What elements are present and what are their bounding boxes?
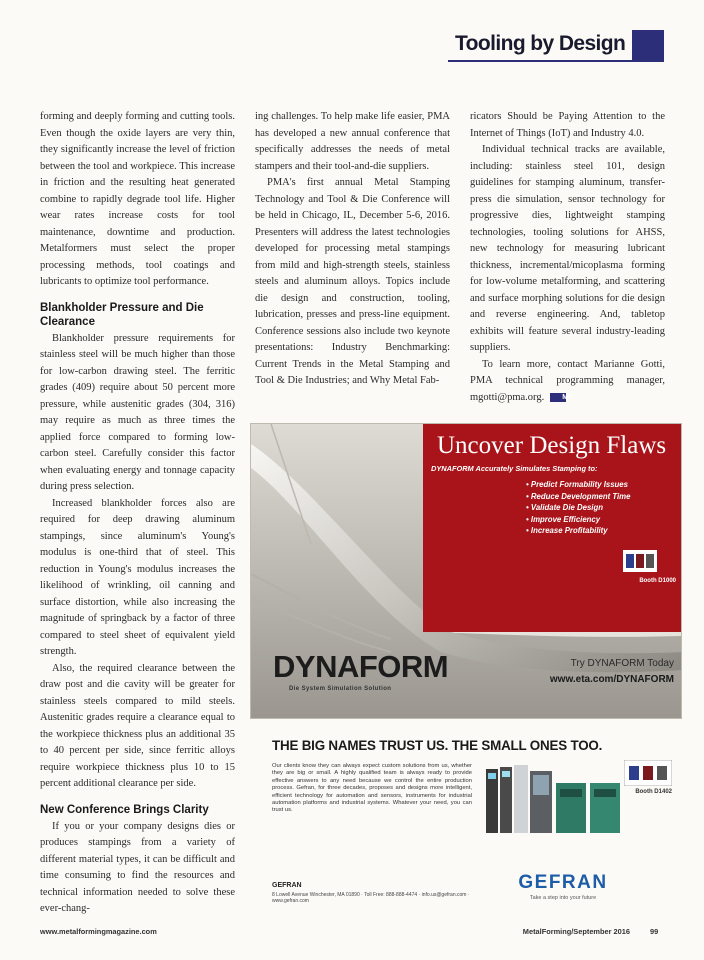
paragraph: ricators Should be Paying Attention to the Internet of Things (IoT) and Industry 4.0. bbox=[470, 111, 665, 139]
dynaform-advertisement[interactable] bbox=[250, 423, 682, 719]
page-number: 99 bbox=[650, 927, 659, 936]
gefran-ad-headline: THE BIG NAMES TRUST US. THE SMALL ONES TOO. bbox=[272, 738, 603, 753]
ad-benefit-item: • Improve Efficiency bbox=[526, 514, 630, 526]
gefran-product-image bbox=[486, 765, 632, 837]
section-title: Tooling by Design bbox=[455, 32, 626, 55]
gefran-booth-number: Booth D1402 bbox=[635, 789, 672, 795]
subheading: New Conference Brings Clarity bbox=[40, 803, 209, 816]
paragraph: Individual technical tracks are available, including: stainless steel 101, design guidelines for stamping aluminum, transfer-press die simulation, sensor technology for progressive dies, lightweight stamping technologies, tooling solutions for AHSS, new technology for measuring lubricant thickness, incremental/micoplasma forming for low-volume metalforming, and scattering and surface morphing solutions for die design and reverse engineering. And, tabletop exhibits will feature several industry-leading suppliers. bbox=[470, 144, 665, 353]
footer-website[interactable]: www.metalformingmagazine.com bbox=[40, 927, 157, 936]
ad-subheadline: DYNAFORM Accurately Simulates Stamping to: bbox=[431, 464, 598, 473]
paragraph bbox=[470, 357, 665, 407]
footer-magazine-issue: MetalForming/September 2016 bbox=[522, 927, 630, 936]
ad-benefit-list bbox=[526, 479, 630, 537]
paragraph: forming and deeply forming and cutting tools. Even though the oxide layers are very thin, they significantly increase the level of friction between the tool and workpiece. This increase in friction and the resulting heat generated combine to rapidly degrade tool life. Higher wear rates increase costs for tool maintenance, downtime and production. Metalformers must select the proper processing methods, tool coatings and lubricants to optimize tool performance. bbox=[40, 111, 235, 287]
article-column-2 bbox=[255, 109, 450, 390]
paragraph: Increased blankholder forces also are required for deep drawing aluminum stampings, since aluminum's Young's modulus is one-third that of steel. This reduction in Young's modulus increases the likelihood of wrinkling, oil canning and surface distortion, while also increasing the magnitude of springback by a factor of three compared to steel sheet of equivalent yield strength. bbox=[40, 497, 235, 657]
gefran-ad-body: Our clients know they can always expect custom solutions from us, whether they are big or small. A highly qualified team is always ready to provide effective answers to any need because we control the entire production process. Gefran, for three decades, proposes and designs more intelligent, efficient technology for automation and sensors, instruments for industrial automation platforms and industrial systems. Whatever your need, you can trust us. bbox=[272, 763, 472, 814]
article-column-3 bbox=[470, 109, 665, 406]
ad-call-to-action: Try DYNAFORM Today bbox=[570, 658, 674, 669]
ad-booth-number: Booth D1000 bbox=[639, 578, 676, 584]
ad-benefit-item: • Increase Profitability bbox=[526, 525, 630, 537]
subheading: Blankholder Pressure and Die Clearance bbox=[40, 301, 204, 328]
end-mark: MF bbox=[550, 393, 566, 402]
article-column-1 bbox=[40, 109, 235, 918]
paragraph: If you or your company designs dies or produces stampings from a variety of different material types, it can be difficult and time consuming to find the resources and technical information needed to solve these ever-chang- bbox=[40, 820, 235, 914]
gefran-ad-brand: GEFRAN bbox=[272, 882, 302, 889]
gefran-tagline: Take a step into your future bbox=[529, 895, 597, 901]
dynaform-logo-tagline: Die System Simulation Solution bbox=[289, 686, 392, 692]
header-rule bbox=[448, 60, 664, 62]
paragraph-text: To learn more, contact Marianne Gotti, PMA technical programming manager, mgotti@pma.org. bbox=[470, 358, 665, 403]
ad-headline: Uncover Design Flaws bbox=[437, 432, 667, 459]
paragraph: ing challenges. To help make life easier, PMA has developed a new annual conference that specifically addresses the needs of metal stampers and their tool-and-die suppliers. bbox=[255, 111, 450, 172]
paragraph: Also, the required clearance between the draw post and die cavity will be greater for stainless steels compared to mild steels. Austenitic grades require a clearance equal to the workpiece thickness plus an additional 35 to 40 percent per side, since ferritic alloys require workpiece thickness plus 10 to 15 percent additional clearance per side. bbox=[40, 662, 235, 789]
paragraph: Blankholder pressure requirements for stainless steel will be much higher than those for low-carbon drawing steel. The ferritic grades (409) require about 50 percent more pressure, while austenitic grades (304, 316) may require as much as three times the applied force compared to forming low-carbon steel. Carefully consider this factor when evaluating energy and tonnage capacity during press selection. bbox=[40, 332, 235, 492]
dynaform-logo: DYNAFORM bbox=[273, 649, 449, 684]
ad-benefit-item: • Reduce Development Time bbox=[526, 491, 630, 503]
ad-benefit-item: • Predict Formability Issues bbox=[526, 479, 630, 491]
paragraph: PMA's first annual Metal Stamping Technology and Tool & Die Conference will be held in Chicago, IL, December 5-6, 2016. Presenters will address the latest technologies developed for processing metal stampings from mild and high-strength steels, stainless steels and aluminum alloys. Topics include die design and construction, tooling, lubrication, presses and press-line equipment. Conference sessions also include two keynote presentations: Industry Benchmarking: Current Trends in the Metal Stamping and Tool & Die Industries; and Why Metal Fab- bbox=[255, 177, 450, 386]
ad-url-link[interactable]: www.eta.com/DYNAFORM bbox=[549, 674, 674, 685]
ad-benefit-item: • Validate Die Design bbox=[526, 502, 630, 514]
fabtech-logo-icon bbox=[623, 550, 657, 572]
fabtech-logo-icon bbox=[624, 760, 672, 786]
section-title-block bbox=[632, 30, 664, 60]
gefran-logo: GEFRAN bbox=[518, 872, 608, 893]
gefran-ad-contact[interactable]: 8 Lowell Avenue Winchester, MA 01890 · Toll Free: 888-888-4474 · info.us@gefran.com · www.gefran.com bbox=[272, 892, 470, 905]
